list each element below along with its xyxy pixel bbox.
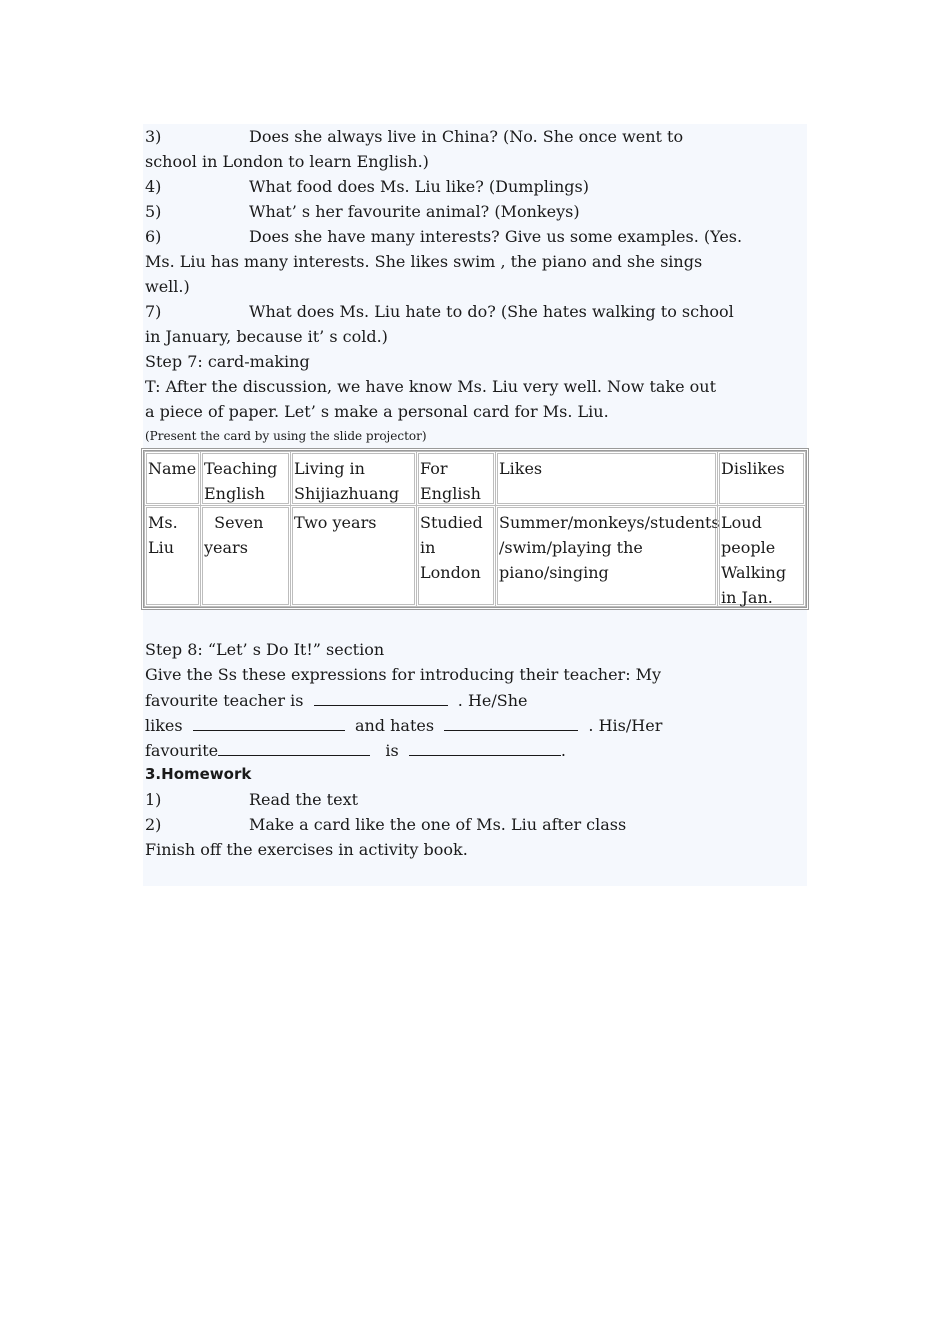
- question-6-line-2: Ms. Liu has many interests. She likes swim , the piano and she sings: [145, 252, 703, 271]
- header-cell-name: Name: [144, 451, 201, 506]
- table-cell-dislikes: Loud people Walking in Jan.: [717, 505, 806, 607]
- table-cell-teaching: Seven years: [200, 505, 291, 607]
- blank-field: [314, 687, 448, 706]
- personal-card-table: [141, 448, 809, 610]
- step-8-line-4: favourite is .: [145, 737, 566, 763]
- question-7-line-1: 7) What does Ms. Liu hate to do? (She hates walking to school: [145, 302, 734, 321]
- homework-item-2: 2) Make a card like the one of Ms. Liu after class: [145, 815, 627, 834]
- question-5: 5) What’ s her favourite animal? (Monkeys): [145, 202, 580, 221]
- header-cell-for: For English: [416, 451, 496, 506]
- blank-field: [193, 712, 345, 731]
- header-cell-teaching: Teaching English: [200, 451, 291, 506]
- question-3-line-2: school in London to learn English.): [145, 152, 429, 171]
- table-cell-name: Ms. Liu: [144, 505, 201, 607]
- header-cell-dislikes: Dislikes: [717, 451, 806, 506]
- header-cell-likes: Likes: [495, 451, 718, 506]
- homework-closing: Finish off the exercises in activity book.: [145, 840, 468, 859]
- table-cell-likes: Summer/monkeys/students /swim/playing the piano/singing: [495, 505, 718, 607]
- step-7-note: (Present the card by using the slide projector): [145, 429, 427, 443]
- homework-item-1: 1) Read the text: [145, 790, 359, 809]
- question-4: 4) What food does Ms. Liu like? (Dumplings): [145, 177, 589, 196]
- question-7-line-2: in January, because it’ s cold.): [145, 327, 388, 346]
- blank-field: [409, 737, 561, 756]
- step-8-line-3: likes and hates . His/Her: [145, 712, 662, 738]
- step-7-line-2: a piece of paper. Let’ s make a personal card for Ms. Liu.: [145, 402, 609, 421]
- step-8-title: Step 8: “Let’ s Do It!” section: [145, 640, 385, 659]
- question-3-line-1: 3) Does she always live in China? (No. She once went to: [145, 127, 684, 146]
- header-cell-living: Living in Shijiazhuang: [290, 451, 417, 506]
- question-6-line-3: well.): [145, 277, 190, 296]
- step-7-line-1: T: After the discussion, we have know Ms. Liu very well. Now take out: [145, 377, 717, 396]
- blank-field: [444, 712, 578, 731]
- step-8-line-2: favourite teacher is . He/She: [145, 687, 527, 713]
- step-7-title: Step 7: card-making: [145, 352, 310, 371]
- blank-field: [218, 737, 370, 756]
- question-6-line-1: 6) Does she have many interests? Give us some examples. (Yes.: [145, 227, 743, 246]
- homework-title: 3.Homework: [145, 765, 252, 783]
- table-cell-for: Studied in London: [416, 505, 496, 607]
- table-cell-living: Two years: [290, 505, 417, 607]
- step-8-line-1: Give the Ss these expressions for introducing their teacher: My: [145, 665, 662, 684]
